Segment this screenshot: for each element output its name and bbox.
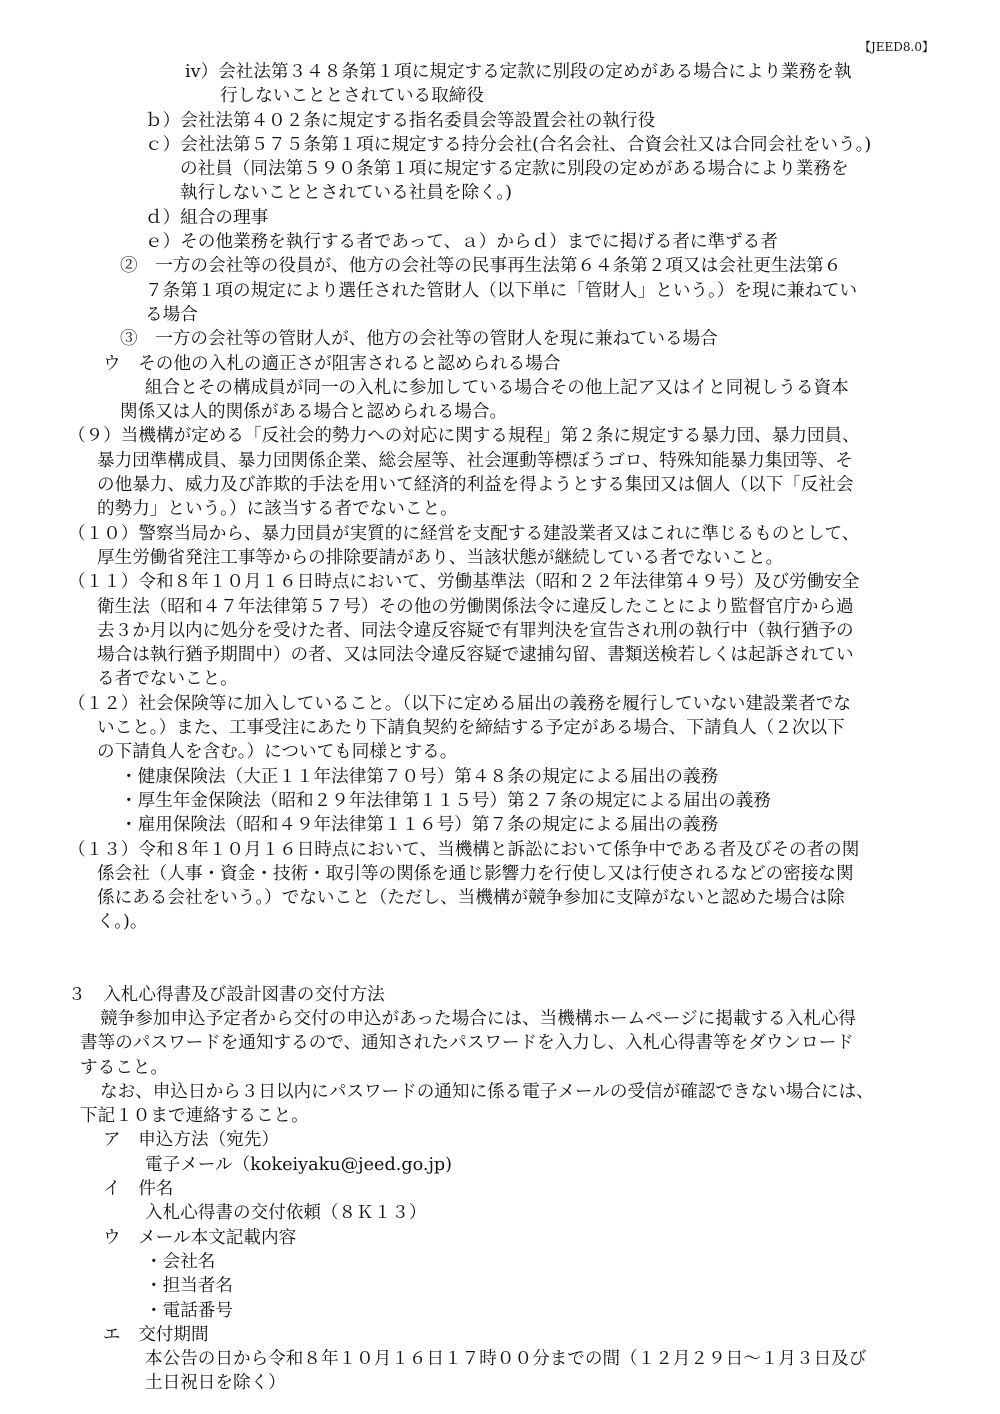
text-line: 本公告の日から令和８年１０月１６日１７時００分までの間（１２月２９日～１月３日及び: [145, 1349, 867, 1370]
text-line: （１３）令和８年１０月１６日時点において、当機構と訴訟において係争中である者及びその者の関: [68, 839, 860, 860]
text-line: ア 申込方法（宛先）: [103, 1130, 279, 1151]
document-tag: 【JEED8.0】: [858, 40, 934, 54]
text-line: 去３か月以内に処分を受けた者、同法令違反容疑で有罪判決を宣告され刑の執行中（執行猶予の: [97, 620, 854, 641]
text-line: ウ その他の入札の適正さが阻害されると認められる場合: [103, 353, 561, 374]
text-line: 競争参加申込予定者から交付の申込があった場合には、当機構ホームページに掲載する入札心得: [100, 1008, 857, 1029]
text-line: の他暴力、威力及び詐欺的手法を用いて経済的利益を得ようとする集団又は個人（以下「反社会: [97, 475, 854, 496]
blank-line: [0, 935, 1000, 983]
text-line: ・雇用保険法（昭和４９年法律第１１６号）第７条の規定による届出の義務: [120, 815, 719, 836]
text-line: 書等のパスワードを通知するので、通知されたパスワードを入力し、入札心得書等をダウンロード: [80, 1033, 854, 1054]
text-line: ７条第１項の規定により選任された管財人（以下単に「管財人」という。）を現に兼ねてい: [145, 280, 858, 301]
text-line: （９）当機構が定める「反社会的勢力への対応に関する規程」第２条に規定する暴力団、暴力団員、: [68, 426, 860, 447]
text-line: ｄ）組合の理事: [145, 207, 269, 228]
text-line: ウ メール本文記載内容: [103, 1227, 297, 1248]
text-line: 場合は執行猶予期間中）の者、又は同法令違反容疑で逮捕勾留、書類送検若しくは起訴されてい: [97, 645, 854, 666]
text-line: 厚生労働省発注工事等からの排除要請があり、当該状態が継続している者でないこと。: [97, 547, 784, 568]
text-line: ｅ）その他業務を執行する者であって、ａ）からｄ）までに掲げる者に準ずる者: [145, 232, 778, 253]
text-line: ⅳ）会社法第３４８条第１項に規定する定款に別段の定めがある場合により業務を執: [185, 62, 852, 82]
text-line: ② 一方の会社等の役員が、他方の会社等の民事再生法第６４条第２項又は会社更生法第６: [120, 256, 842, 277]
text-line: 衛生法（昭和４７年法律第５７号）その他の労働関係法令に違反したことにより監督官庁から過: [97, 596, 854, 617]
text-line: 執行しないこととされている社員を除く。): [180, 183, 512, 204]
text-line: る者でないこと。: [97, 669, 238, 690]
text-line: ３ 入札心得書及び設計図書の交付方法: [68, 984, 385, 1005]
text-line: （１０）警察当局から、暴力団員が実質的に経営を支配する建設業者又はこれに準じるものとして、: [68, 523, 860, 544]
text-line: 下記１０まで連絡すること。: [80, 1106, 309, 1127]
text-line: 暴力団準構成員、暴力団関係企業、総会屋等、社会運動等標ぼうゴロ、特殊知能暴力集団等、そ: [97, 450, 853, 471]
text-line: 入札心得書の交付依頼（８Ｋ１３）: [145, 1203, 427, 1224]
text-line: の下請負人を含む。）についても同様とする。: [97, 742, 458, 763]
text-line: （１２）社会保険等に加入していること。（以下に定める届出の義務を履行していない建設業者でな: [68, 693, 851, 714]
text-line: 係にある会社をいう。）でないこと（ただし、当機構が競争参加に支障がないと認めた場合は除: [97, 888, 845, 909]
text-line: ・会社名: [145, 1251, 216, 1272]
text-line: く。)。: [97, 912, 148, 933]
text-line: 電子メール（kokeiyaku@jeed.go.jp): [145, 1154, 453, 1175]
text-line: （１１）令和８年１０月１６日時点において、労働基準法（昭和２２年法律第４９号）及び労働安全: [68, 572, 860, 593]
text-line: ｃ）会社法第５７５条第１項に規定する持分会社(合名会社、合資会社又は合同会社をいう。): [145, 134, 872, 155]
text-line: ・健康保険法（大正１１年法律第７０号）第４８条の規定による届出の義務: [120, 766, 719, 787]
text-line: ・厚生年金保険法（昭和２９年法律第１１５号）第２７条の規定による届出の義務: [120, 790, 771, 811]
text-line: すること。: [80, 1057, 168, 1078]
text-line: ・担当者名: [145, 1276, 233, 1297]
text-line: 係会社（人事・資金・技術・取引等の関係を通じ影響力を行使し又は行使されるなどの密接な関: [97, 863, 854, 884]
text-line: なお、申込日から３日以内にパスワードの通知に係る電子メールの受信が確認できない場合には、: [100, 1081, 874, 1102]
text-line: 土日祝日を除く）: [145, 1373, 286, 1394]
text-line: 関係又は人的関係がある場合と認められる場合。: [120, 402, 508, 423]
text-line: エ 交付期間: [103, 1324, 209, 1345]
text-line: ③ 一方の会社等の管財人が、他方の会社等の管財人を現に兼ねている場合: [120, 329, 718, 350]
text-line: 的勢力」という。）に該当する者でないこと。: [97, 499, 458, 520]
text-line: いこと。）また、工事受注にあたり下請負契約を締結する予定がある場合、下請負人（２次以下: [97, 718, 845, 739]
text-line: 行しないこととされている取締役: [220, 86, 484, 107]
text-line: 組合とその構成員が同一の入札に参加している場合その他上記ア又はイと同視しうる資本: [145, 377, 849, 398]
text-line: イ 件名: [103, 1179, 174, 1200]
text-line: ｂ）会社法第４０２条に規定する指名委員会等設置会社の執行役: [145, 110, 656, 131]
text-line: の社員（同法第５９０条第１項に規定する定款に別段の定めがある場合により業務を: [180, 159, 849, 180]
document-body: [0, 60, 1000, 1396]
text-line: ・電話番号: [145, 1300, 233, 1321]
text-line: る場合: [145, 304, 198, 325]
